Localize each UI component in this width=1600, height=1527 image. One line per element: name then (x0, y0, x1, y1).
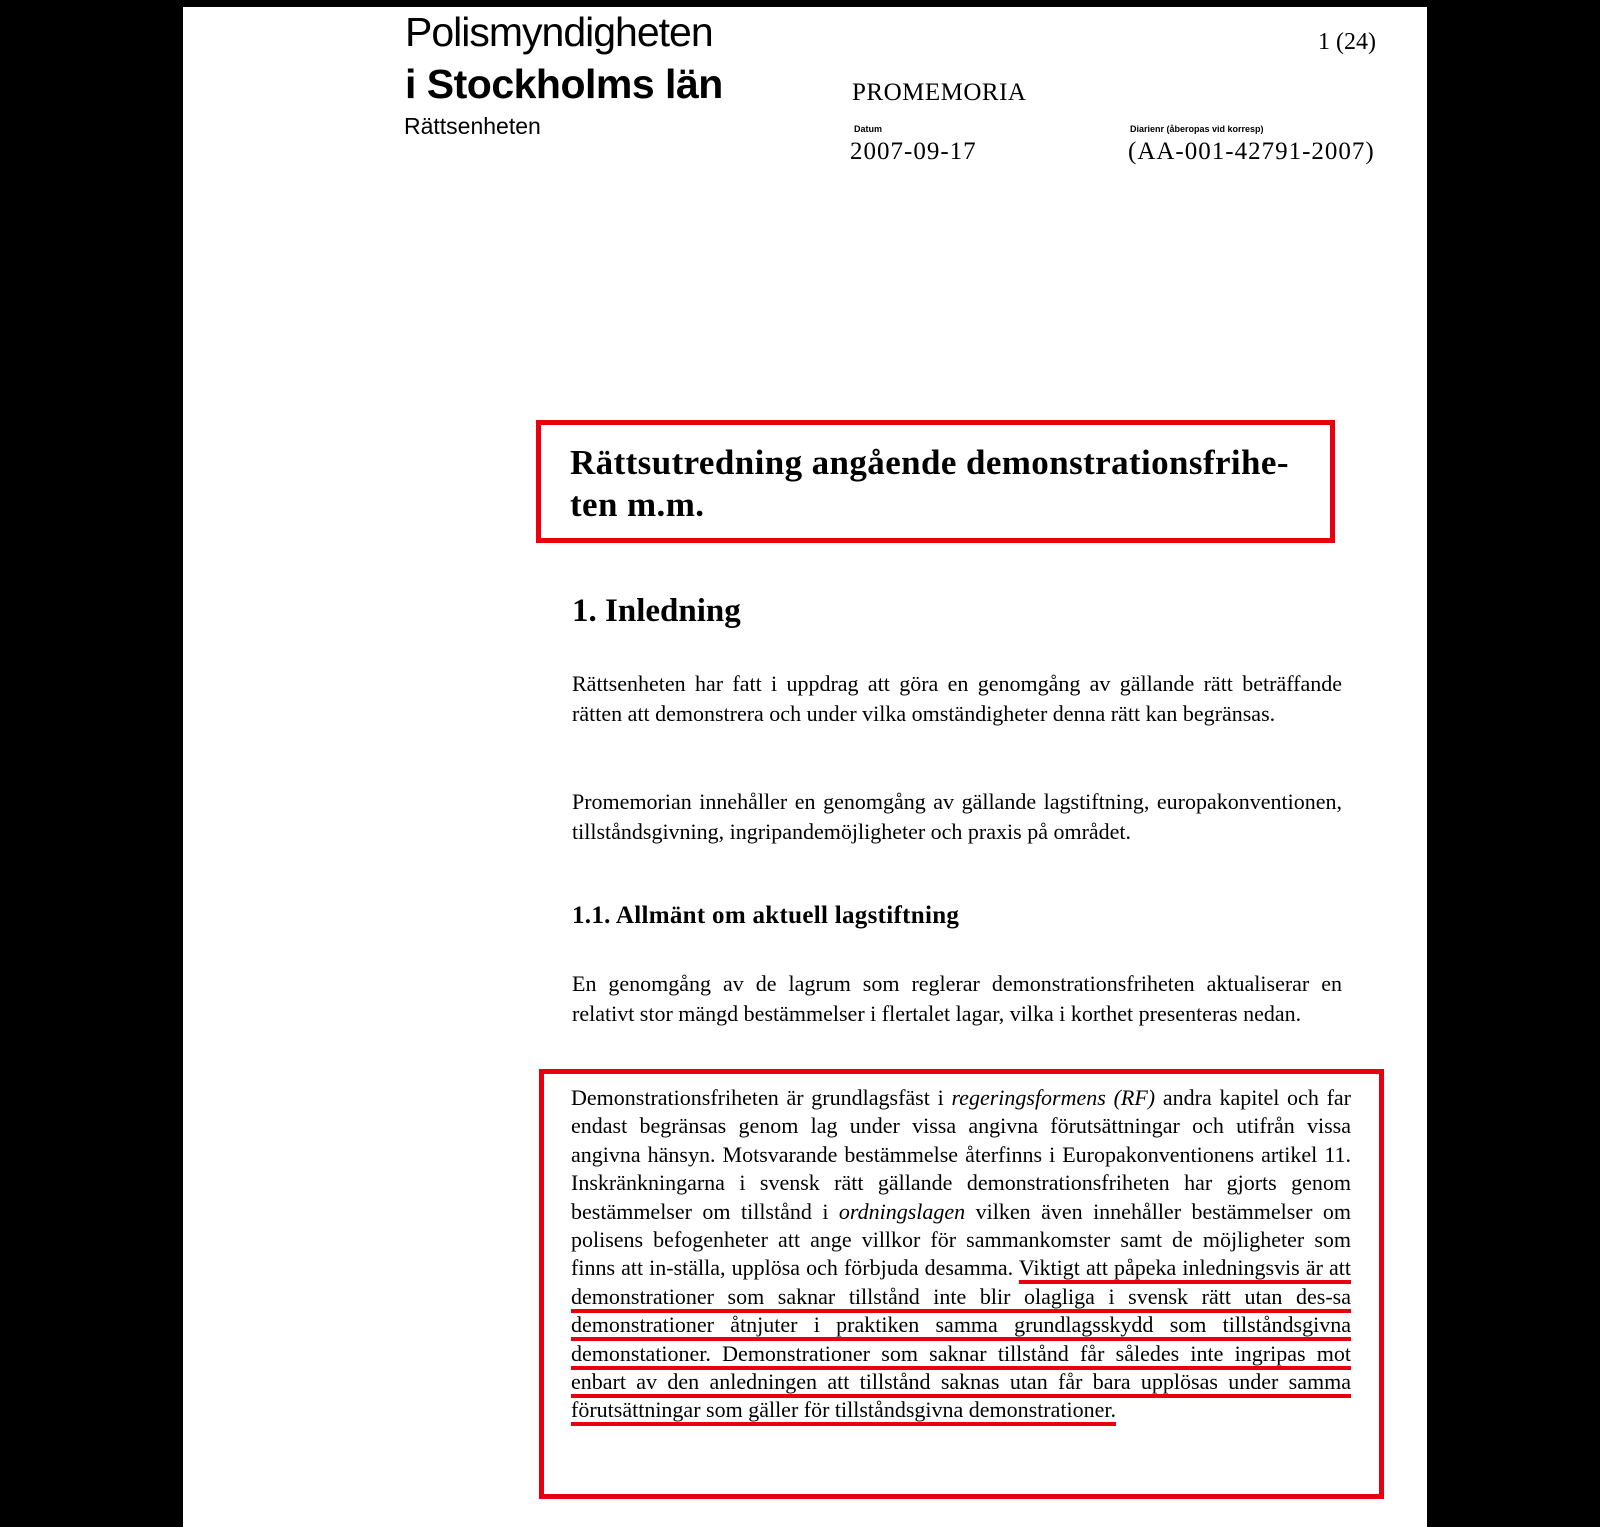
highlighted-paragraph (571, 1084, 1351, 1425)
org-name-line2: i Stockholms län (405, 61, 723, 107)
page-number: 1 (24) (1318, 29, 1376, 55)
highlighted-text-part2: andra kapitel och far endast begränsas genom lag under vissa angivna förutsättningar och utifrån vissa angivna hänsyn. Motsvarande bestämmelse återfinns i Europakonventionens artikel 11. Inskränkningarna i svensk rätt gällande demonstrationsfriheten har gjorts genom bestämmelser om tillstånd i (571, 1085, 1351, 1224)
section-heading-1-1: 1.1. Allmänt om aktuell lagstiftning (572, 902, 960, 929)
section1-paragraph-1: Rättsenheten har fatt i uppdrag att göra en genomgång av gällande rätt beträffande rätten att demonstrera och under vilka omständigheter denna rätt kan begränsas. (572, 671, 1342, 726)
org-unit: Rättsenheten (404, 113, 541, 139)
underlined-text: Viktigt att påpeka inledningsvis är att demonstrationer som saknar tillstånd inte blir olagliga i svensk rätt utan des-sa demonstrationer åtnjuter i praktiken samma grundlagsskydd som tillståndsgivna demonstationer. Demonstrationer som saknar tillstånd får således inte ingripas mot enbart av den anledningen att tillstånd saknas utan får bara upplösas under samma förutsättningar som gäller för tillståndsgivna demonstrationer. (571, 1255, 1351, 1423)
highlighted-text-part3: vilken även innehåller bestämmelser om polisens befogenheter att ange villkor för sammankomster samt de möjligheter som finns att in-ställa, upplösa och förbjuda desamma. (571, 1198, 1351, 1281)
highlighted-text-em2: ordningslagen (838, 1198, 966, 1224)
paragraph-highlight-box (539, 1069, 1384, 1499)
document-title: Rättsutredning angående demonstrationsfrihe-ten m.m. (570, 443, 1289, 524)
highlighted-text-em1: regeringsformens (RF) (951, 1085, 1156, 1110)
org-name-line1: Polismyndigheten (405, 9, 713, 55)
highlighted-text-part1: Demonstrationsfriheten är grundlagsfäst i (571, 1085, 952, 1110)
diarie-value: (AA-001-42791-2007) (1128, 138, 1375, 165)
date-value: 2007-09-17 (850, 138, 977, 165)
top-border (0, 0, 1600, 6)
date-label: Datum (854, 124, 883, 134)
section1-paragraph-2: Promemorian innehåller en genomgång av gällande lagstiftning, europakonventionen, tillståndsgivning, ingripandemöjligheter och praxis på området. (572, 789, 1342, 844)
diarie-label: Diarienr (åberopas vid korresp) (1130, 124, 1264, 134)
document-page (183, 7, 1427, 1527)
section1-1-paragraph-1: En genomgång av de lagrum som reglerar demonstrationsfriheten aktualiserar en relativt stor mängd bestämmelser i flertalet lagar, vilka i korthet presenteras nedan. (572, 971, 1342, 1026)
section-heading-1: 1. Inledning (572, 593, 741, 629)
title-highlight-box (536, 420, 1335, 543)
document-type: PROMEMORIA (852, 79, 1027, 106)
